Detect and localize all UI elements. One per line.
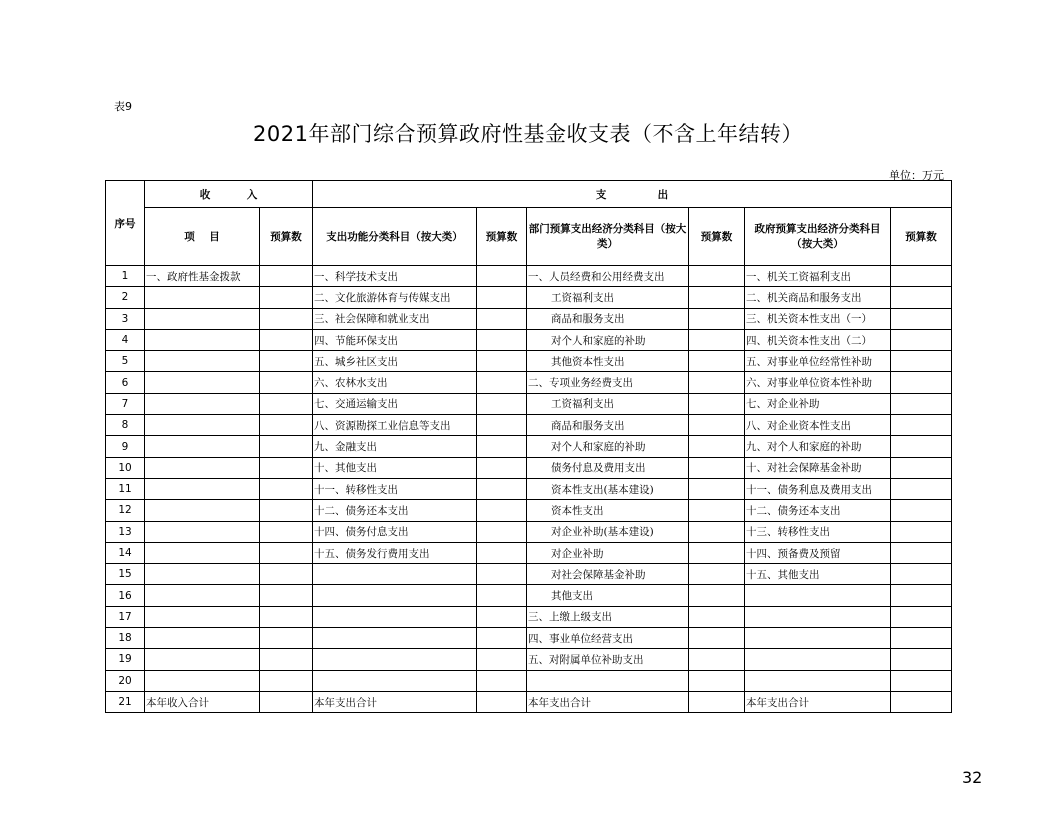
row-functional-budget	[477, 691, 527, 712]
page-title: 2021年部门综合预算政府性基金收支表（不含上年结转）	[253, 122, 803, 146]
row-functional-budget	[477, 500, 527, 521]
row-gov-item: 八、对企业资本性支出	[745, 415, 891, 436]
table-row	[106, 372, 952, 393]
row-gov-budget	[891, 521, 952, 542]
row-dept-budget	[689, 436, 745, 457]
table-row	[106, 393, 952, 414]
row-income-budget	[260, 521, 313, 542]
row-seq: 4	[106, 329, 145, 350]
row-seq: 9	[106, 436, 145, 457]
row-dept-budget	[689, 521, 745, 542]
row-dept-item: 五、对附属单位补助支出	[527, 649, 689, 670]
row-functional-budget	[477, 393, 527, 414]
row-income-item: 一、政府性基金拨款	[145, 266, 260, 287]
row-gov-item: 六、对事业单位资本性补助	[745, 372, 891, 393]
table-row	[106, 351, 952, 372]
row-functional-item: 本年支出合计	[313, 691, 477, 712]
header-dept-economic: 部门预算支出经济分类科目（按大类）	[527, 208, 689, 266]
row-gov-item: 十三、转移性支出	[745, 521, 891, 542]
row-seq: 6	[106, 372, 145, 393]
table-row	[106, 308, 952, 329]
row-dept-budget	[689, 649, 745, 670]
table-row	[106, 500, 952, 521]
row-income-budget	[260, 415, 313, 436]
row-functional-budget	[477, 436, 527, 457]
row-seq: 7	[106, 393, 145, 414]
row-dept-budget	[689, 308, 745, 329]
row-functional-item: 七、交通运输支出	[313, 393, 477, 414]
row-dept-budget	[689, 393, 745, 414]
row-gov-budget	[891, 266, 952, 287]
row-seq: 16	[106, 585, 145, 606]
row-functional-item: 五、城乡社区支出	[313, 351, 477, 372]
row-gov-item: 本年支出合计	[745, 691, 891, 712]
row-dept-item	[527, 670, 689, 691]
row-functional-budget	[477, 649, 527, 670]
row-functional-budget	[477, 564, 527, 585]
row-seq: 20	[106, 670, 145, 691]
row-income-item	[145, 670, 260, 691]
row-dept-budget	[689, 628, 745, 649]
row-functional-budget	[477, 628, 527, 649]
row-gov-item: 七、对企业补助	[745, 393, 891, 414]
row-functional-item	[313, 628, 477, 649]
header-functional: 支出功能分类科目（按大类）	[313, 208, 477, 266]
header-income: 收 入	[145, 181, 313, 208]
row-dept-budget	[689, 542, 745, 563]
row-income-budget	[260, 478, 313, 499]
row-income-item	[145, 478, 260, 499]
row-income-item	[145, 308, 260, 329]
row-gov-item: 十五、其他支出	[745, 564, 891, 585]
header-item: 项 目	[145, 208, 260, 266]
row-functional-item: 十四、债务付息支出	[313, 521, 477, 542]
row-functional-item: 三、社会保障和就业支出	[313, 308, 477, 329]
table-row	[106, 266, 952, 287]
row-income-budget	[260, 564, 313, 585]
row-gov-item	[745, 670, 891, 691]
row-income-budget	[260, 287, 313, 308]
row-functional-budget	[477, 478, 527, 499]
row-seq: 1	[106, 266, 145, 287]
row-functional-budget	[477, 287, 527, 308]
row-dept-item: 二、专项业务经费支出	[527, 372, 689, 393]
row-income-budget	[260, 606, 313, 627]
page-number: 32	[962, 768, 983, 787]
header-budget-income: 预算数	[260, 208, 313, 266]
row-income-item	[145, 585, 260, 606]
table-label: 表9	[114, 100, 132, 113]
row-functional-item: 十二、债务还本支出	[313, 500, 477, 521]
row-gov-budget	[891, 372, 952, 393]
row-functional-item: 八、资源勘探工业信息等支出	[313, 415, 477, 436]
row-gov-item: 九、对个人和家庭的补助	[745, 436, 891, 457]
row-seq: 19	[106, 649, 145, 670]
row-income-budget	[260, 649, 313, 670]
row-income-item	[145, 628, 260, 649]
row-gov-budget	[891, 478, 952, 499]
row-income-item: 本年收入合计	[145, 691, 260, 712]
row-functional-budget	[477, 542, 527, 563]
table-row	[106, 628, 952, 649]
row-income-item	[145, 542, 260, 563]
table-row	[106, 542, 952, 563]
row-income-budget	[260, 393, 313, 414]
row-gov-budget	[891, 308, 952, 329]
header-budget-gov: 预算数	[891, 208, 952, 266]
row-gov-item: 十、对社会保障基金补助	[745, 457, 891, 478]
row-gov-budget	[891, 287, 952, 308]
row-dept-budget	[689, 266, 745, 287]
row-dept-item: 四、事业单位经营支出	[527, 628, 689, 649]
row-seq: 13	[106, 521, 145, 542]
row-functional-item	[313, 606, 477, 627]
row-functional-budget	[477, 457, 527, 478]
row-gov-budget	[891, 606, 952, 627]
row-dept-budget	[689, 691, 745, 712]
row-dept-item: 工资福利支出	[527, 287, 689, 308]
row-seq: 2	[106, 287, 145, 308]
row-functional-budget	[477, 585, 527, 606]
row-gov-budget	[891, 436, 952, 457]
table-row	[106, 329, 952, 350]
table-row	[106, 564, 952, 585]
row-dept-item: 本年支出合计	[527, 691, 689, 712]
row-seq: 5	[106, 351, 145, 372]
row-gov-item	[745, 628, 891, 649]
row-gov-item	[745, 585, 891, 606]
row-dept-item: 债务付息及费用支出	[527, 457, 689, 478]
row-seq: 10	[106, 457, 145, 478]
row-seq: 17	[106, 606, 145, 627]
row-dept-budget	[689, 287, 745, 308]
row-income-item	[145, 393, 260, 414]
row-income-budget	[260, 308, 313, 329]
row-dept-item: 其他资本性支出	[527, 351, 689, 372]
row-gov-item: 二、机关商品和服务支出	[745, 287, 891, 308]
row-functional-budget	[477, 606, 527, 627]
row-functional-budget	[477, 329, 527, 350]
row-dept-budget	[689, 564, 745, 585]
row-income-item	[145, 649, 260, 670]
row-dept-budget	[689, 500, 745, 521]
row-income-budget	[260, 351, 313, 372]
row-functional-item: 十一、转移性支出	[313, 478, 477, 499]
row-gov-budget	[891, 393, 952, 414]
row-gov-item: 五、对事业单位经常性补助	[745, 351, 891, 372]
row-gov-item: 十四、预备费及预留	[745, 542, 891, 563]
row-income-item	[145, 436, 260, 457]
row-functional-item: 二、文化旅游体育与传媒支出	[313, 287, 477, 308]
row-gov-budget	[891, 457, 952, 478]
table-row	[106, 436, 952, 457]
row-seq: 18	[106, 628, 145, 649]
table-row	[106, 649, 952, 670]
table-row	[106, 287, 952, 308]
budget-table	[105, 180, 952, 713]
row-income-item	[145, 521, 260, 542]
row-income-budget	[260, 436, 313, 457]
row-functional-budget	[477, 351, 527, 372]
row-functional-item: 六、农林水支出	[313, 372, 477, 393]
row-seq: 8	[106, 415, 145, 436]
row-dept-budget	[689, 670, 745, 691]
row-gov-budget	[891, 628, 952, 649]
unit-label: 单位：万元	[889, 169, 944, 182]
row-income-item	[145, 287, 260, 308]
row-functional-item: 十五、债务发行费用支出	[313, 542, 477, 563]
row-dept-item: 一、人员经费和公用经费支出	[527, 266, 689, 287]
row-functional-budget	[477, 266, 527, 287]
row-functional-item: 一、科学技术支出	[313, 266, 477, 287]
row-dept-budget	[689, 478, 745, 499]
row-gov-budget	[891, 329, 952, 350]
row-functional-item: 四、节能环保支出	[313, 329, 477, 350]
row-functional-item: 十、其他支出	[313, 457, 477, 478]
row-functional-budget	[477, 670, 527, 691]
row-gov-item: 十一、债务利息及费用支出	[745, 478, 891, 499]
row-income-item	[145, 372, 260, 393]
row-gov-item: 十二、债务还本支出	[745, 500, 891, 521]
row-functional-budget	[477, 521, 527, 542]
table-row	[106, 691, 952, 712]
row-gov-item: 三、机关资本性支出（一）	[745, 308, 891, 329]
row-gov-budget	[891, 351, 952, 372]
row-seq: 14	[106, 542, 145, 563]
row-dept-item: 三、上缴上级支出	[527, 606, 689, 627]
row-dept-item: 其他支出	[527, 585, 689, 606]
row-dept-item: 对个人和家庭的补助	[527, 329, 689, 350]
row-income-item	[145, 415, 260, 436]
row-income-budget	[260, 266, 313, 287]
table-row	[106, 457, 952, 478]
header-budget-functional: 预算数	[477, 208, 527, 266]
row-gov-budget	[891, 691, 952, 712]
row-seq: 21	[106, 691, 145, 712]
row-income-item	[145, 500, 260, 521]
row-dept-budget	[689, 585, 745, 606]
row-gov-budget	[891, 500, 952, 521]
table-row	[106, 606, 952, 627]
row-seq: 12	[106, 500, 145, 521]
table-row	[106, 521, 952, 542]
row-income-budget	[260, 691, 313, 712]
row-gov-item	[745, 606, 891, 627]
row-gov-budget	[891, 670, 952, 691]
header-seq: 序号	[106, 181, 145, 266]
row-income-budget	[260, 457, 313, 478]
header-gov-economic: 政府预算支出经济分类科目（按大类）	[745, 208, 891, 266]
row-income-budget	[260, 542, 313, 563]
row-gov-budget	[891, 415, 952, 436]
row-dept-item: 商品和服务支出	[527, 308, 689, 329]
row-dept-item: 对社会保障基金补助	[527, 564, 689, 585]
header-budget-dept: 预算数	[689, 208, 745, 266]
table-row	[106, 415, 952, 436]
table-row	[106, 585, 952, 606]
row-dept-budget	[689, 415, 745, 436]
row-dept-item: 商品和服务支出	[527, 415, 689, 436]
row-gov-item: 四、机关资本性支出（二）	[745, 329, 891, 350]
row-gov-item: 一、机关工资福利支出	[745, 266, 891, 287]
row-dept-budget	[689, 329, 745, 350]
row-functional-item	[313, 564, 477, 585]
row-gov-item	[745, 649, 891, 670]
row-income-budget	[260, 329, 313, 350]
row-dept-budget	[689, 351, 745, 372]
row-gov-budget	[891, 542, 952, 563]
header-expense: 支 出	[313, 181, 952, 208]
row-income-budget	[260, 670, 313, 691]
row-income-item	[145, 351, 260, 372]
row-gov-budget	[891, 649, 952, 670]
row-functional-budget	[477, 372, 527, 393]
row-seq: 3	[106, 308, 145, 329]
row-dept-item: 工资福利支出	[527, 393, 689, 414]
row-gov-budget	[891, 564, 952, 585]
row-gov-budget	[891, 585, 952, 606]
row-dept-item: 对企业补助(基本建设)	[527, 521, 689, 542]
row-income-item	[145, 457, 260, 478]
row-functional-budget	[477, 415, 527, 436]
row-dept-item: 资本性支出	[527, 500, 689, 521]
row-seq: 11	[106, 478, 145, 499]
row-functional-item	[313, 670, 477, 691]
row-functional-budget	[477, 308, 527, 329]
row-dept-item: 对个人和家庭的补助	[527, 436, 689, 457]
row-income-item	[145, 564, 260, 585]
row-functional-item	[313, 649, 477, 670]
row-dept-budget	[689, 457, 745, 478]
row-dept-budget	[689, 372, 745, 393]
row-seq: 15	[106, 564, 145, 585]
row-dept-item: 资本性支出(基本建设)	[527, 478, 689, 499]
row-income-budget	[260, 372, 313, 393]
row-income-item	[145, 329, 260, 350]
row-income-budget	[260, 628, 313, 649]
row-income-item	[145, 606, 260, 627]
table-row	[106, 670, 952, 691]
row-income-budget	[260, 500, 313, 521]
row-income-budget	[260, 585, 313, 606]
row-dept-budget	[689, 606, 745, 627]
row-dept-item: 对企业补助	[527, 542, 689, 563]
row-functional-item	[313, 585, 477, 606]
table-row	[106, 478, 952, 499]
row-functional-item: 九、金融支出	[313, 436, 477, 457]
